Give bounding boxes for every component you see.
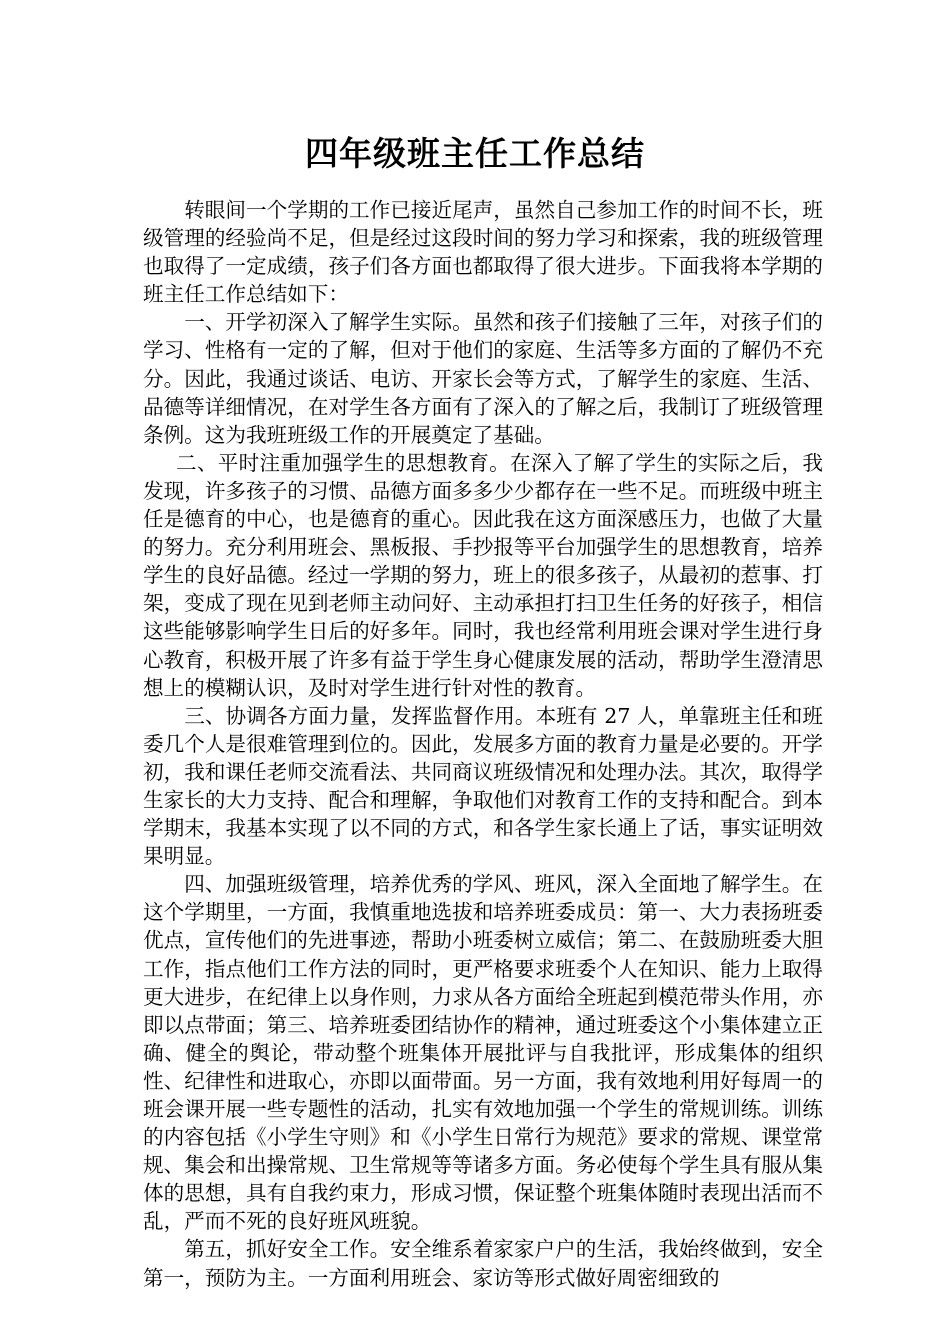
paragraph-section-4: 四、加强班级管理，培养优秀的学风、班风，深入全面地了解学生。在这个学期里，一方面，我慎重地选拔和培养班委成员：第一、大力表扬班委优点，宣传他们的先进事迹，帮助小班委树立威信；第二、在鼓励班委大胆工作，指点他们工作方法的同时，更严格要求班委个人在知识、能力上取得更大进步，在纪律上以身作则，力求从各方面给全班起到模范带头作用，亦即以点带面；第三、培养班委团结协作的精神，通过班委这个小集体建立正确、健全的舆论，带动整个班集体开展批评与自我批评，形成集体的组织性、纪律性和进取心，亦即以面带面。另一方面，我有效地利用好每周一的班会课开展一些专题性的活动，扎实有效地加强一个学生的常规训练。训练的内容包括《小学生守则》和《小学生日常行为规范》要求的常规、课堂常规、集会和出操常规、卫生常规等等诸多方面。务必使每个学生具有服从集体的思想，具有自我约束力，形成习惯，保证整个班集体随时表现出活而不乱，严而不死的良好班风班貌。 <box>143 872 823 1234</box>
paragraph-section-3: 三、协调各方面力量，发挥监督作用。本班有 27 人，单靠班主任和班委几个人是很难管理到位的。因此，发展多方面的教育力量是必要的。开学初，我和课任老师交流看法、共同商议班级情况和处理办法。其次，取得学生家长的大力支持、配合和理解，争取他们对教育工作的支持和配合。到本学期末，我基本实现了以不同的方式，和各学生家长通上了话，事实证明效果明显。 <box>143 703 823 869</box>
paragraph-section-2: 二、平时注重加强学生的思想教育。在深入了解了学生的实际之后，我发现，许多孩子的习惯、品德方面多多少少都存在一些不足。而班级中班主任是德育的中心，也是德育的重心。因此我在这方面深感压力，也做了大量的努力。充分利用班会、黑板报、手抄报等平台加强学生的思想教育，培养学生的良好品德。经过一学期的努力，班上的很多孩子，从最初的惹事、打架，变成了现在见到老师主动问好、主动承担打扫卫生任务的好孩子，相信这些能够影响学生日后的好多年。同时，我也经常利用班会课对学生进行身心教育，积极开展了许多有益于学生身心健康发展的活动，帮助学生澄清思想上的模糊认识，及时对学生进行针对性的教育。 <box>143 450 823 700</box>
document-body <box>143 196 823 1292</box>
paragraph-intro: 转眼间一个学期的工作已接近尾声，虽然自己参加工作的时间不长，班级管理的经验尚不足，但是经过这段时间的努力学习和探索，我的班级管理也取得了一定成绩，孩子们各方面也都取得了很大进步。下面我将本学期的班主任工作总结如下： <box>143 198 823 307</box>
paragraph-section-1: 一、开学初深入了解学生实际。虽然和孩子们接触了三年，对孩子们的学习、性格有一定的了解，但对于他们的家庭、生活等多方面的了解仍不充分。因此，我通过谈话、电访、开家长会等方式，了解学生的家庭、生活、品德等详细情况，在对学生各方面有了深入的了解之后，我制订了班级管理条例。这为我班班级工作的开展奠定了基础。 <box>143 310 823 447</box>
paragraph-section-5: 第五，抓好安全工作。安全维系着家家户户的生活，我始终做到，安全第一，预防为主。一方面利用班会、家访等形式做好周密细致的 <box>143 1237 823 1290</box>
document-title: 四年级班主任工作总结 <box>305 134 645 173</box>
